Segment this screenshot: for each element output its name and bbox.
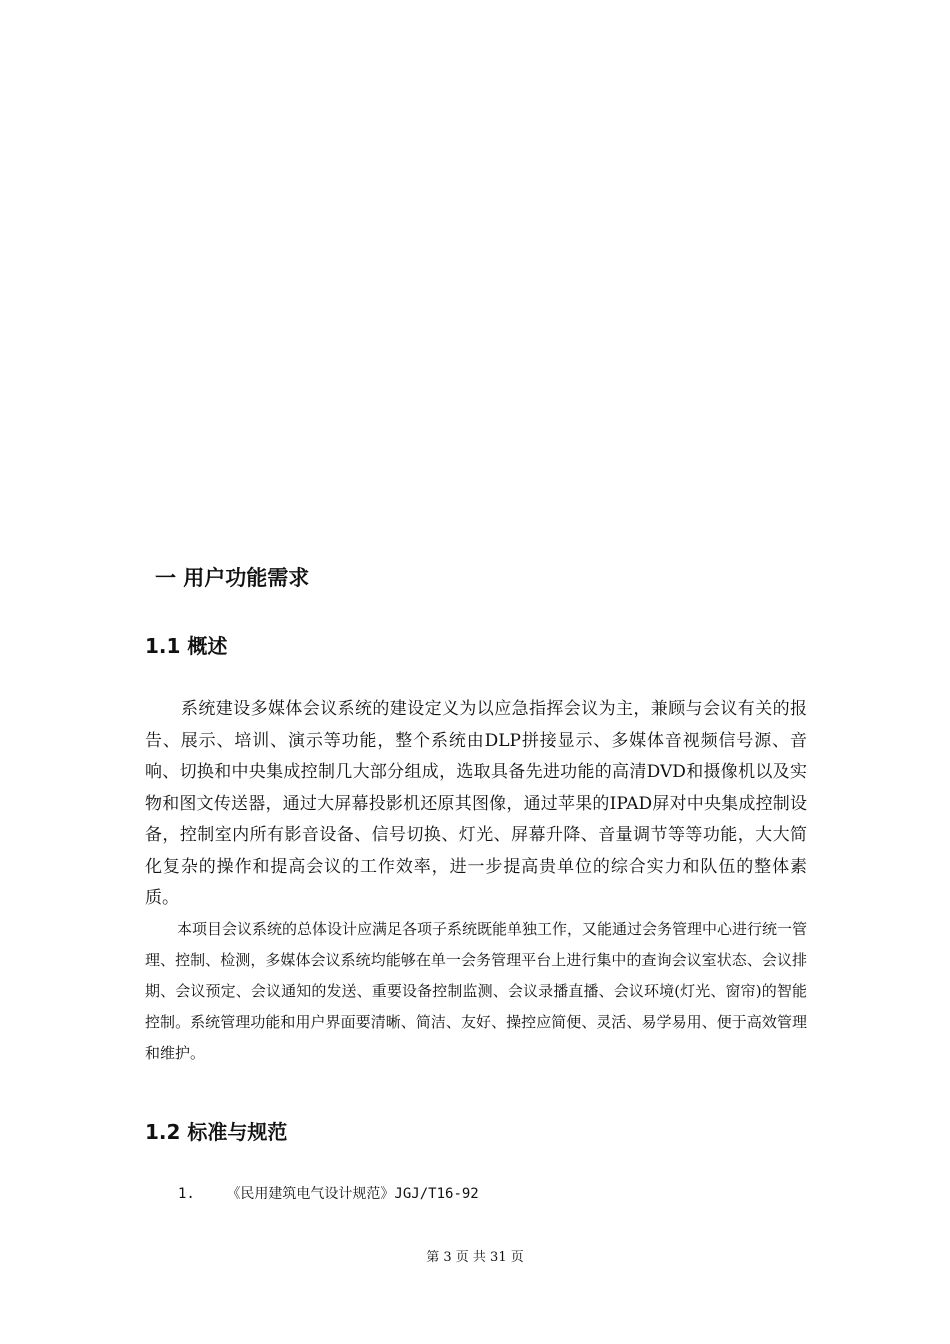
standards-heading: 1.2 标准与规范 <box>145 1120 288 1144</box>
overview-paragraph-2: 本项目会议系统的总体设计应满足各项子系统既能单独工作，又能通过会务管理中心进行统一管理、控制、检测，多媒体会议系统均能够在单一会务管理平台上进行集中的查询会议室状态、会议排期、会议预定、会议通知的发送、重要设备控制监测、会议录播直播、会议环境(灯光、窗帘)的智能控制。系统管理功能和用户界面要清晰、简洁、友好、操控应简便、灵活、易学易用、便于高效管理和维护。 <box>145 920 808 1062</box>
overview-paragraph-1: 系统建设多媒体会议系统的建设定义为以应急指挥会议为主，兼顾与会议有关的报告、展示、培训、演示等功能，整个系统由DLP拼接显示、多媒体音视频信号源、音响、切换和中央集成控制几大部分组成，选取具备先进功能的高清DVD和摄像机以及实物和图文传送器，通过大屏幕投影机还原其图像，通过苹果的IPAD屏对中央集成控制设备，控制室内所有影音设备、信号切换、灯光、屏幕升降、音量调节等等功能，大大简化复杂的操作和提高会议的工作效率，进一步提高贵单位的综合实力和队伍的整体素质。 <box>145 699 807 908</box>
section-heading: 一 用户功能需求 <box>155 566 310 590</box>
standards-list-item <box>178 1183 479 1203</box>
page-footer: 第 3 页 共 31 页 <box>426 1250 524 1265</box>
overview-heading: 1.1 概述 <box>145 634 228 658</box>
list-item-number: 1. <box>178 1186 195 1202</box>
list-item-text: 《民用建筑电气设计规范》JGJ/T16-92 <box>226 1186 479 1202</box>
